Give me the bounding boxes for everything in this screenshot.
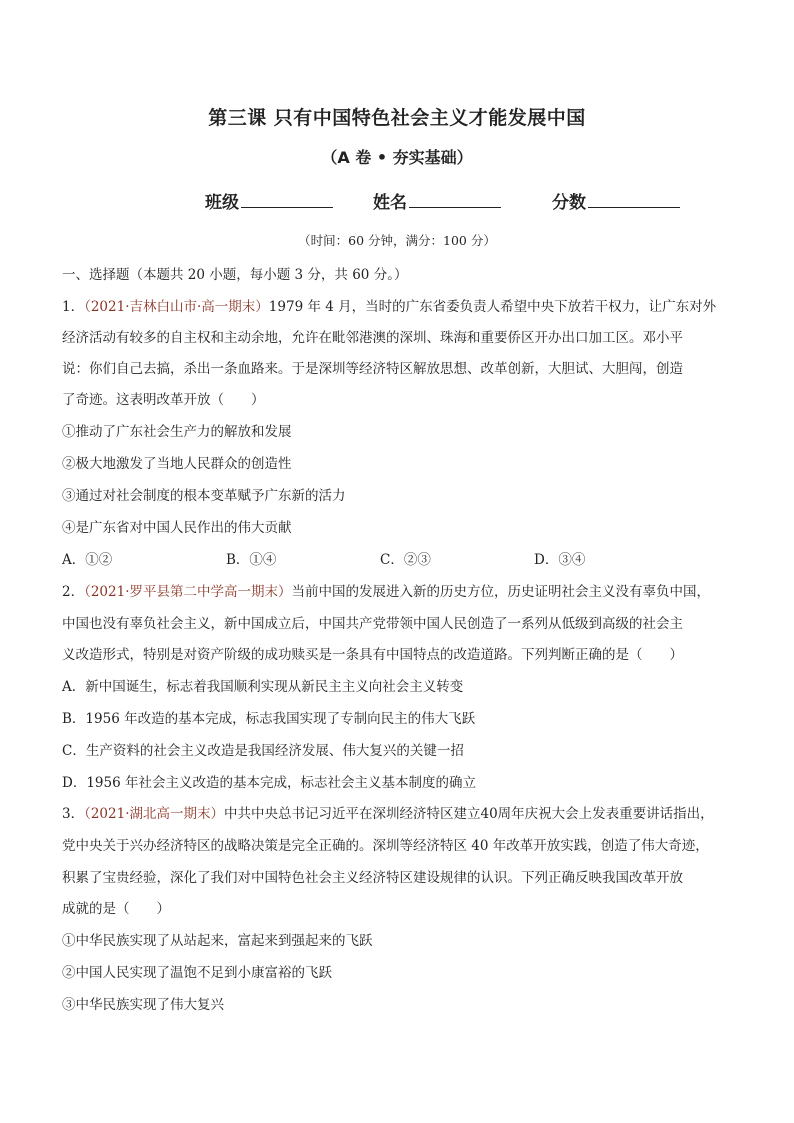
q2-text-1: 当前中国的发展进入新的历史方位，历史证明社会主义没有辜负中国，: [291, 584, 710, 600]
q1-number: 1．: [62, 299, 85, 315]
q3-line-4: 成就的是（ ）: [62, 901, 170, 917]
q2-option-d[interactable]: D．1956 年社会主义改造的基本完成，标志社会主义基本制度的确立: [62, 775, 476, 791]
q3-text-1: 中共中央总书记习近平在深圳经济特区建立40周年庆祝大会上发表重要讲话指出，: [224, 806, 714, 822]
q3-source: （2021·湖北高一期末）: [84, 806, 224, 822]
time-info: （时间：60 分钟，满分：100 分）: [298, 233, 496, 248]
q1-item-3: ③通过对社会制度的根本变革赋予广东新的活力: [62, 488, 346, 504]
q3-item-2: ②中国人民实现了温饱不足到小康富裕的飞跃: [62, 965, 332, 981]
q1-option-b[interactable]: B．①④: [226, 552, 277, 568]
q1-text-1: 1979 年 4 月，当时的广东省委负责人希望中央下放若干权力，让广东对外: [268, 299, 717, 315]
q1-line-1: [62, 295, 716, 315]
name-field[interactable]: [373, 188, 501, 213]
q2-line-1: [62, 580, 710, 600]
score-field[interactable]: [552, 188, 680, 213]
section-heading: 一、选择题（本题共 20 小题，每小题 3 分，共 60 分。）: [62, 267, 408, 283]
q2-option-c[interactable]: C．生产资料的社会主义改造是我国经济发展、伟大复兴的关键一招: [62, 743, 464, 759]
score-blank[interactable]: [588, 190, 680, 208]
q1-option-c[interactable]: C．②③: [380, 552, 431, 568]
class-blank[interactable]: [241, 190, 333, 208]
class-label: 班级: [205, 193, 239, 213]
q1-source: （2021·吉林白山市·高一期末）: [84, 299, 269, 315]
q3-line-3: 积累了宝贵经验，深化了我们对中国特色社会主义经济特区建设规律的认识。下列正确反映我国改革开放: [62, 870, 683, 886]
name-label: 姓名: [373, 193, 407, 213]
q2-line-2: 中国也没有辜负社会主义，新中国成立后，中国共产党带领中国人民创造了一系列从低级到高级的社会主: [62, 616, 683, 632]
page-subtitle: （A 卷 • 夯实基础）: [321, 148, 473, 167]
q3-item-3: ③中华民族实现了伟大复兴: [62, 997, 224, 1013]
q2-source: （2021·罗平县第二中学高一期末）: [84, 584, 292, 600]
page-title: 第三课 只有中国特色社会主义才能发展中国: [208, 107, 586, 129]
q1-line-2: 经济活动有较多的自主权和主动余地，允许在毗邻港澳的深圳、珠海和重要侨区开办出口加工区。邓小平: [62, 330, 683, 346]
q1-option-d[interactable]: D．③④: [534, 552, 586, 568]
q1-line-3: 说：你们自己去搞，杀出一条血路来。于是深圳等经济特区解放思想、改革创新，大胆试、大胆闯，创造: [62, 361, 683, 377]
class-field[interactable]: [205, 188, 333, 213]
q3-line-2: 党中央关于兴办经济特区的战略决策是完全正确的。深圳等经济特区 40 年改革开放实践，创造了伟大奇迹，: [62, 838, 709, 854]
score-label: 分数: [552, 193, 586, 213]
q1-item-4: ④是广东省对中国人民作出的伟大贡献: [62, 520, 292, 536]
q3-item-1: ①中华民族实现了从站起来，富起来到强起来的飞跃: [62, 933, 373, 949]
q3-line-1: [62, 802, 714, 822]
q2-number: 2．: [62, 584, 85, 600]
q3-number: 3．: [62, 806, 85, 822]
q1-item-1: ①推动了广东社会生产力的解放和发展: [62, 424, 292, 440]
student-info-fields: [205, 188, 705, 214]
q1-line-4: 了奇迹。这表明改革开放（ ）: [62, 392, 265, 408]
name-blank[interactable]: [409, 190, 501, 208]
q1-item-2: ②极大地激发了当地人民群众的创造性: [62, 456, 292, 472]
q2-line-3: 义改造形式，特别是对资产阶级的成功赎买是一条具有中国特点的改造道路。下列判断正确的是（ ）: [62, 647, 683, 663]
q1-option-a[interactable]: A．①②: [62, 552, 113, 568]
q2-option-b[interactable]: B．1956 年改造的基本完成，标志我国实现了专制向民主的伟大飞跃: [62, 711, 476, 727]
q2-option-a[interactable]: A．新中国诞生，标志着我国顺利实现从新民主主义向社会主义转变: [62, 679, 464, 695]
